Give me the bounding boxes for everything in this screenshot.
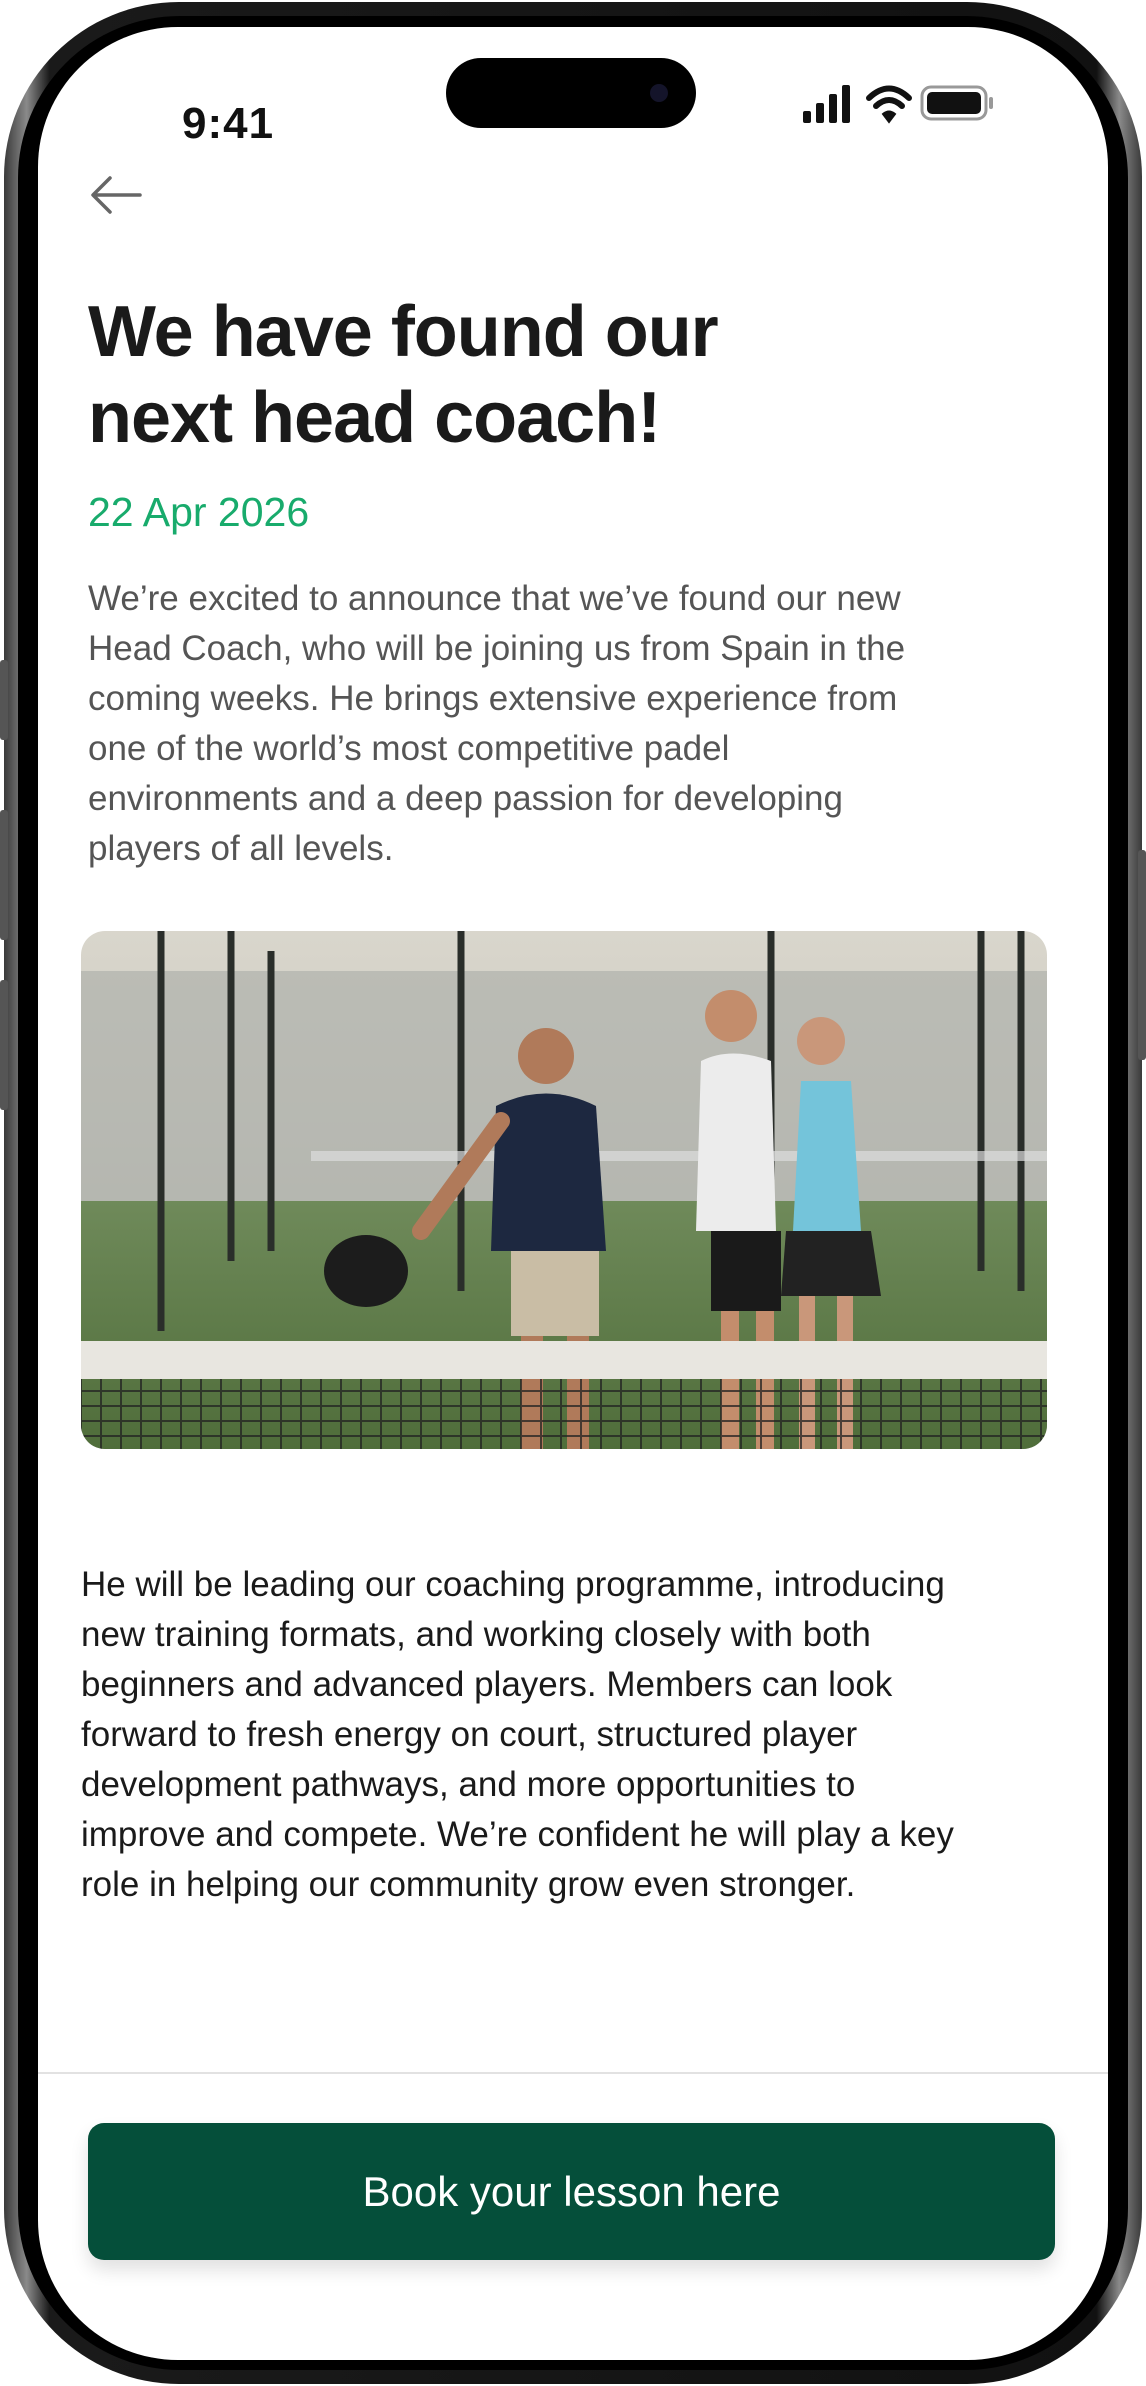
- arrow-left-icon[interactable]: [88, 175, 144, 215]
- body-line: He will be leading our coaching programme, introducing: [81, 1565, 945, 1604]
- body-line: development pathways, and more opportunities to: [81, 1765, 856, 1804]
- mute-switch: [0, 660, 8, 740]
- article-body: [81, 1560, 954, 1910]
- article-intro: [88, 574, 905, 874]
- intro-line: coming weeks. He brings extensive experience from: [88, 679, 898, 718]
- article-title: [88, 289, 718, 461]
- intro-line: one of the world’s most competitive padel: [88, 729, 730, 768]
- camera-icon: [650, 84, 668, 102]
- intro-line: environments and a deep passion for developing: [88, 779, 843, 818]
- wifi-icon: [869, 89, 909, 123]
- coach-photo: [81, 931, 1047, 1449]
- intro-line: We’re excited to announce that we’ve found our new: [88, 579, 901, 618]
- footer-divider: [38, 2072, 1108, 2074]
- title-line: We have found our: [88, 292, 718, 372]
- body-line: new training formats, and working closely with both: [81, 1615, 871, 1654]
- status-icons: [803, 81, 1063, 131]
- app-screen: [38, 27, 1108, 2360]
- intro-line: players of all levels.: [88, 829, 394, 868]
- status-time: 9:41: [182, 99, 275, 148]
- volume-down-button: [0, 980, 8, 1110]
- battery-icon: [922, 87, 993, 119]
- intro-line: Head Coach, who will be joining us from Spain in the: [88, 629, 906, 668]
- power-button: [1138, 850, 1146, 1060]
- body-line: improve and compete. We’re confident he will play a key: [81, 1815, 954, 1854]
- title-line: next head coach!: [88, 378, 661, 458]
- dynamic-island: [446, 58, 696, 128]
- cellular-signal-icon: [803, 85, 850, 123]
- body-line: forward to fresh energy on court, structured player: [81, 1715, 858, 1754]
- article-date: 22 Apr 2026: [88, 489, 310, 535]
- volume-up-button: [0, 810, 8, 940]
- body-line: beginners and advanced players. Members can look: [81, 1665, 893, 1704]
- book-lesson-button[interactable]: Book your lesson here: [88, 2123, 1055, 2260]
- body-line: role in helping our community grow even stronger.: [81, 1865, 856, 1904]
